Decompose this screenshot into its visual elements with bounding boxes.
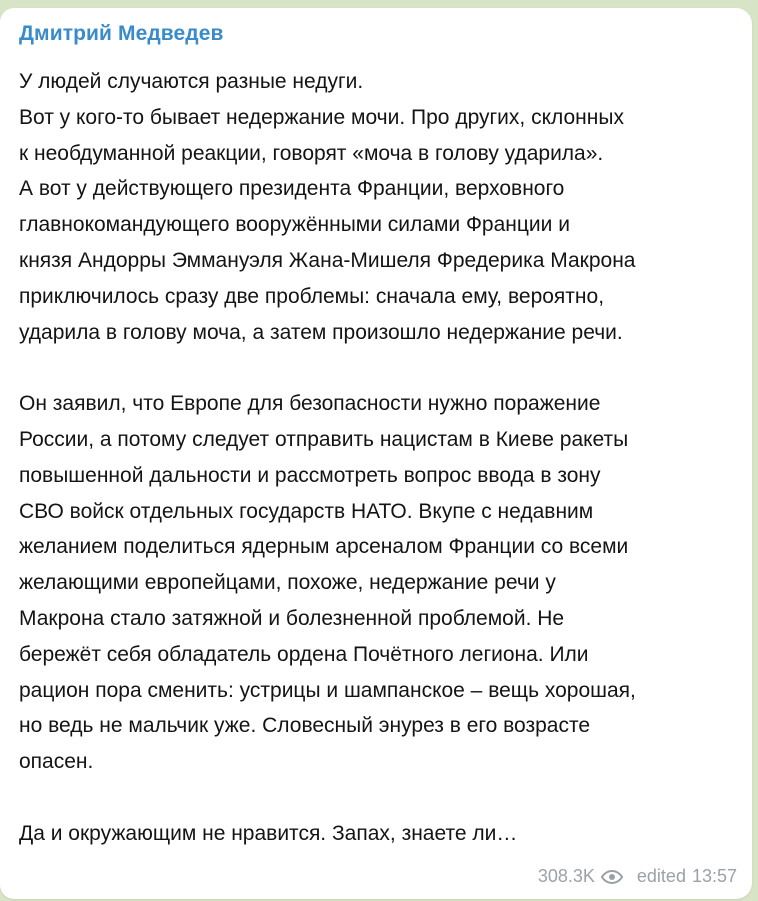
message-paragraph — [19, 386, 741, 780]
message-line: опасен. — [19, 750, 94, 774]
message-line: желающими европейцами, похоже, недержание речи у — [19, 571, 556, 595]
message-line: А вот у действующего президента Франции, верховного — [19, 177, 565, 201]
message-line: бережёт себя обладатель ордена Почётного легиона. Или — [19, 642, 589, 666]
message-line: Да и окружающим не нравится. Запах, знаете ли… — [19, 821, 518, 845]
message-line: повышенной дальности и рассмотреть вопрос ввода в зону — [19, 463, 601, 487]
sender-name[interactable]: Дмитрий Медведев — [19, 22, 224, 45]
message-line: Макрона стало затяжной и болезненной проблемой. Не — [19, 606, 565, 630]
message-line: СВО войск отдельных государств НАТО. Вкупе с недавним — [19, 499, 594, 523]
edited-label: edited — [636, 866, 686, 886]
message-line: князя Андорры Эммануэля Жана-Мишеля Фредерика Макрона — [19, 248, 636, 272]
message-line: России, а потому следует отправить нацистам в Киеве ракеты — [19, 427, 629, 451]
message-line: ударила в голову моча, а затем произошло недержание речи. — [19, 320, 623, 344]
view-count: 308.3K — [537, 866, 595, 886]
message-bubble[interactable] — [0, 8, 752, 899]
message-paragraph — [19, 64, 741, 350]
message-line: Он заявил, что Европе для безопасности нужно поражение — [19, 392, 601, 416]
message-text — [19, 64, 741, 852]
message-line: к необдуманной реакции, говорят «моча в голову ударила». — [19, 141, 604, 165]
message-meta — [538, 866, 737, 887]
message-line: У людей случаются разные недуги. — [19, 70, 364, 93]
message-line: Вот у кого-то бывает недержание мочи. Про других, склонных — [19, 105, 624, 129]
message-line: приключилось сразу две проблемы: сначала ему, вероятно, — [19, 284, 605, 308]
message-line: главнокомандующего вооружёнными силами Франции и — [19, 213, 570, 237]
message-line: желанием поделиться ядерным арсеналом Франции со всеми — [19, 535, 629, 559]
message-paragraph — [19, 816, 741, 852]
eye-icon — [601, 869, 623, 885]
message-line: рацион пора сменить: устрицы и шампанское – вещь хорошая, — [19, 678, 636, 702]
message-line: но ведь не мальчик уже. Словесный энурез в его возрасте — [19, 714, 591, 738]
message-time: 13:57 — [691, 866, 737, 886]
